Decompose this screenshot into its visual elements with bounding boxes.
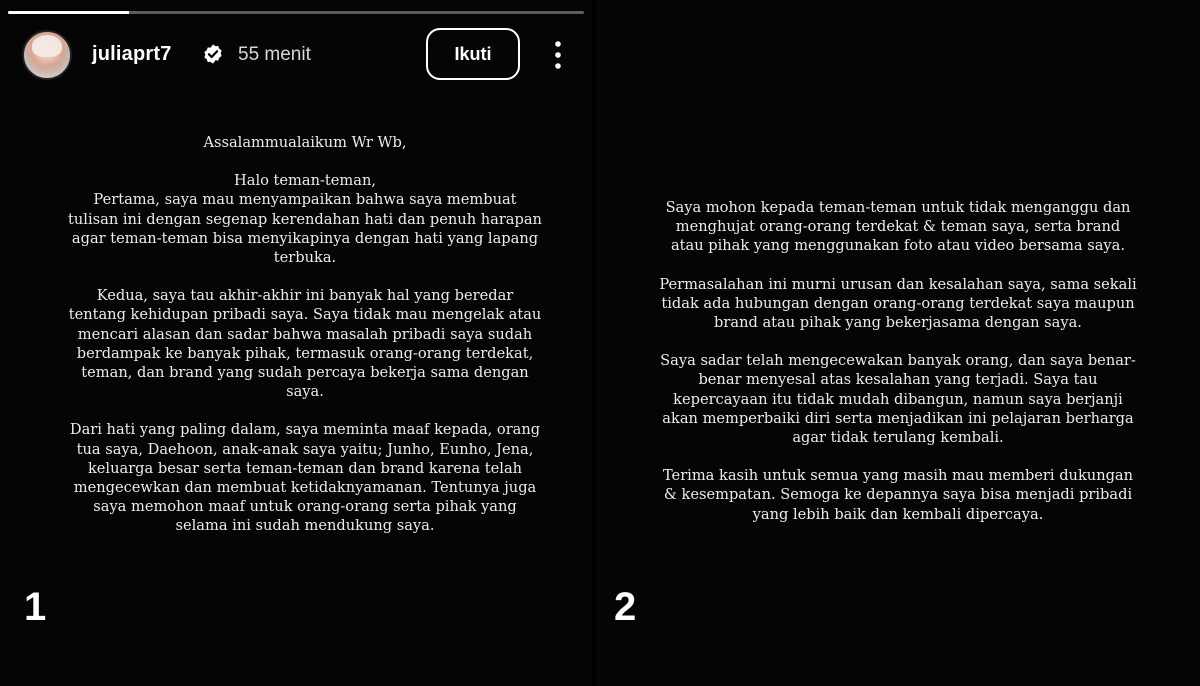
profile-avatar[interactable] <box>22 30 72 80</box>
story-message-2 <box>596 198 1200 543</box>
panel-number-2: 2 <box>614 585 637 629</box>
message-line: atau pihak yang menggunakan foto atau video bersama saya. <box>670 237 1126 255</box>
message-line: tua saya, Daehoon, anak-anak saya yaitu; Junho, Eunho, Jena, <box>76 440 534 458</box>
message-paragraph <box>40 171 570 267</box>
message-line: mencari alasan dan sadar bahwa masalah pribadi saya sudah <box>77 325 533 343</box>
story-message-1 <box>40 133 570 555</box>
message-line: Saya mohon kepada teman-teman untuk tidak menganggu dan <box>665 199 1131 216</box>
message-paragraph <box>596 466 1200 524</box>
message-line: tidak ada hubungan dengan orang-orang terdekat saya maupun <box>661 294 1135 312</box>
message-line: tentang kehidupan pribadi saya. Saya tidak mau mengelak atau <box>68 306 542 324</box>
message-line: terbuka. <box>273 249 337 267</box>
message-line: berdampak ke banyak pihak, termasuk orang-orang terdekat, <box>76 344 534 362</box>
message-line: menghujat orang-orang terdekat & teman saya, serta brand <box>675 218 1121 236</box>
message-line: akan memperbaiki diri serta menjadikan ini pelajaran berharga <box>662 409 1134 427</box>
username[interactable]: juliaprt7 <box>92 43 172 65</box>
message-line: Dari hati yang paling dalam, saya meminta maaf kepada, orang <box>69 421 541 439</box>
verified-badge-icon <box>202 43 224 65</box>
message-line: tulisan ini dengan segenap kerendahan hati dan penuh harapan <box>68 210 542 228</box>
message-line: Terima kasih untuk semua yang masih mau memberi dukungan <box>662 467 1134 485</box>
message-line: yang lebih baik dan kembali dipercaya. <box>752 505 1044 523</box>
message-line: brand atau pihak yang bekerjasama dengan saya. <box>714 314 1082 332</box>
message-line: benar menyesal atas kesalahan yang terjadi. Saya tau <box>698 371 1098 389</box>
message-line: Permasalahan ini murni urusan dan kesalahan saya, sama sekali <box>659 275 1137 293</box>
message-line: Saya sadar telah mengecewakan banyak orang, dan saya benar- <box>660 352 1136 370</box>
message-line: saya memohon maaf untuk orang-orang serta pihak yang <box>93 498 517 516</box>
message-paragraph <box>596 198 1200 256</box>
more-vertical-icon[interactable] <box>552 40 564 70</box>
message-line: Assalammualaikum Wr Wb, <box>203 134 407 151</box>
message-line: agar tidak terulang kembali. <box>792 429 1004 447</box>
story-time: 55 menit <box>238 44 311 65</box>
story-panel-1 <box>0 0 592 686</box>
message-line: selama ini sudah mendukung saya. <box>175 517 435 535</box>
message-paragraph <box>596 351 1200 447</box>
message-line: mengecewkan dan membuat ketidaknyamanan. Tentunya juga <box>73 479 537 497</box>
message-line: saya. <box>286 383 324 401</box>
message-line: teman, dan brand yang sudah percaya bekerja sama dengan <box>81 364 529 382</box>
follow-button[interactable]: Ikuti <box>426 28 520 80</box>
message-line: kepercayaan itu tidak mudah dibangun, namun saya berjanji <box>673 390 1123 408</box>
message-paragraph <box>40 133 570 152</box>
message-line: Kedua, saya tau akhir-akhir ini banyak hal yang beredar <box>96 287 514 305</box>
message-line: Halo teman-teman, <box>234 172 376 190</box>
story-progress-fill <box>8 11 129 14</box>
story-header <box>22 26 574 86</box>
story-panel-2 <box>596 0 1200 686</box>
message-paragraph <box>40 286 570 401</box>
story-progress-bar <box>8 11 584 14</box>
message-paragraph <box>40 420 570 535</box>
message-line: keluarga besar serta teman-teman dan brand karena telah <box>87 459 523 477</box>
message-line: agar teman-teman bisa menyikapinya dengan hati yang lapang <box>71 229 539 247</box>
message-line: Pertama, saya mau menyampaikan bahwa saya membuat <box>93 191 517 209</box>
message-line: & kesempatan. Semoga ke depannya saya bisa menjadi pribadi <box>663 486 1133 504</box>
panel-number-1: 1 <box>24 585 47 629</box>
message-paragraph <box>596 275 1200 333</box>
